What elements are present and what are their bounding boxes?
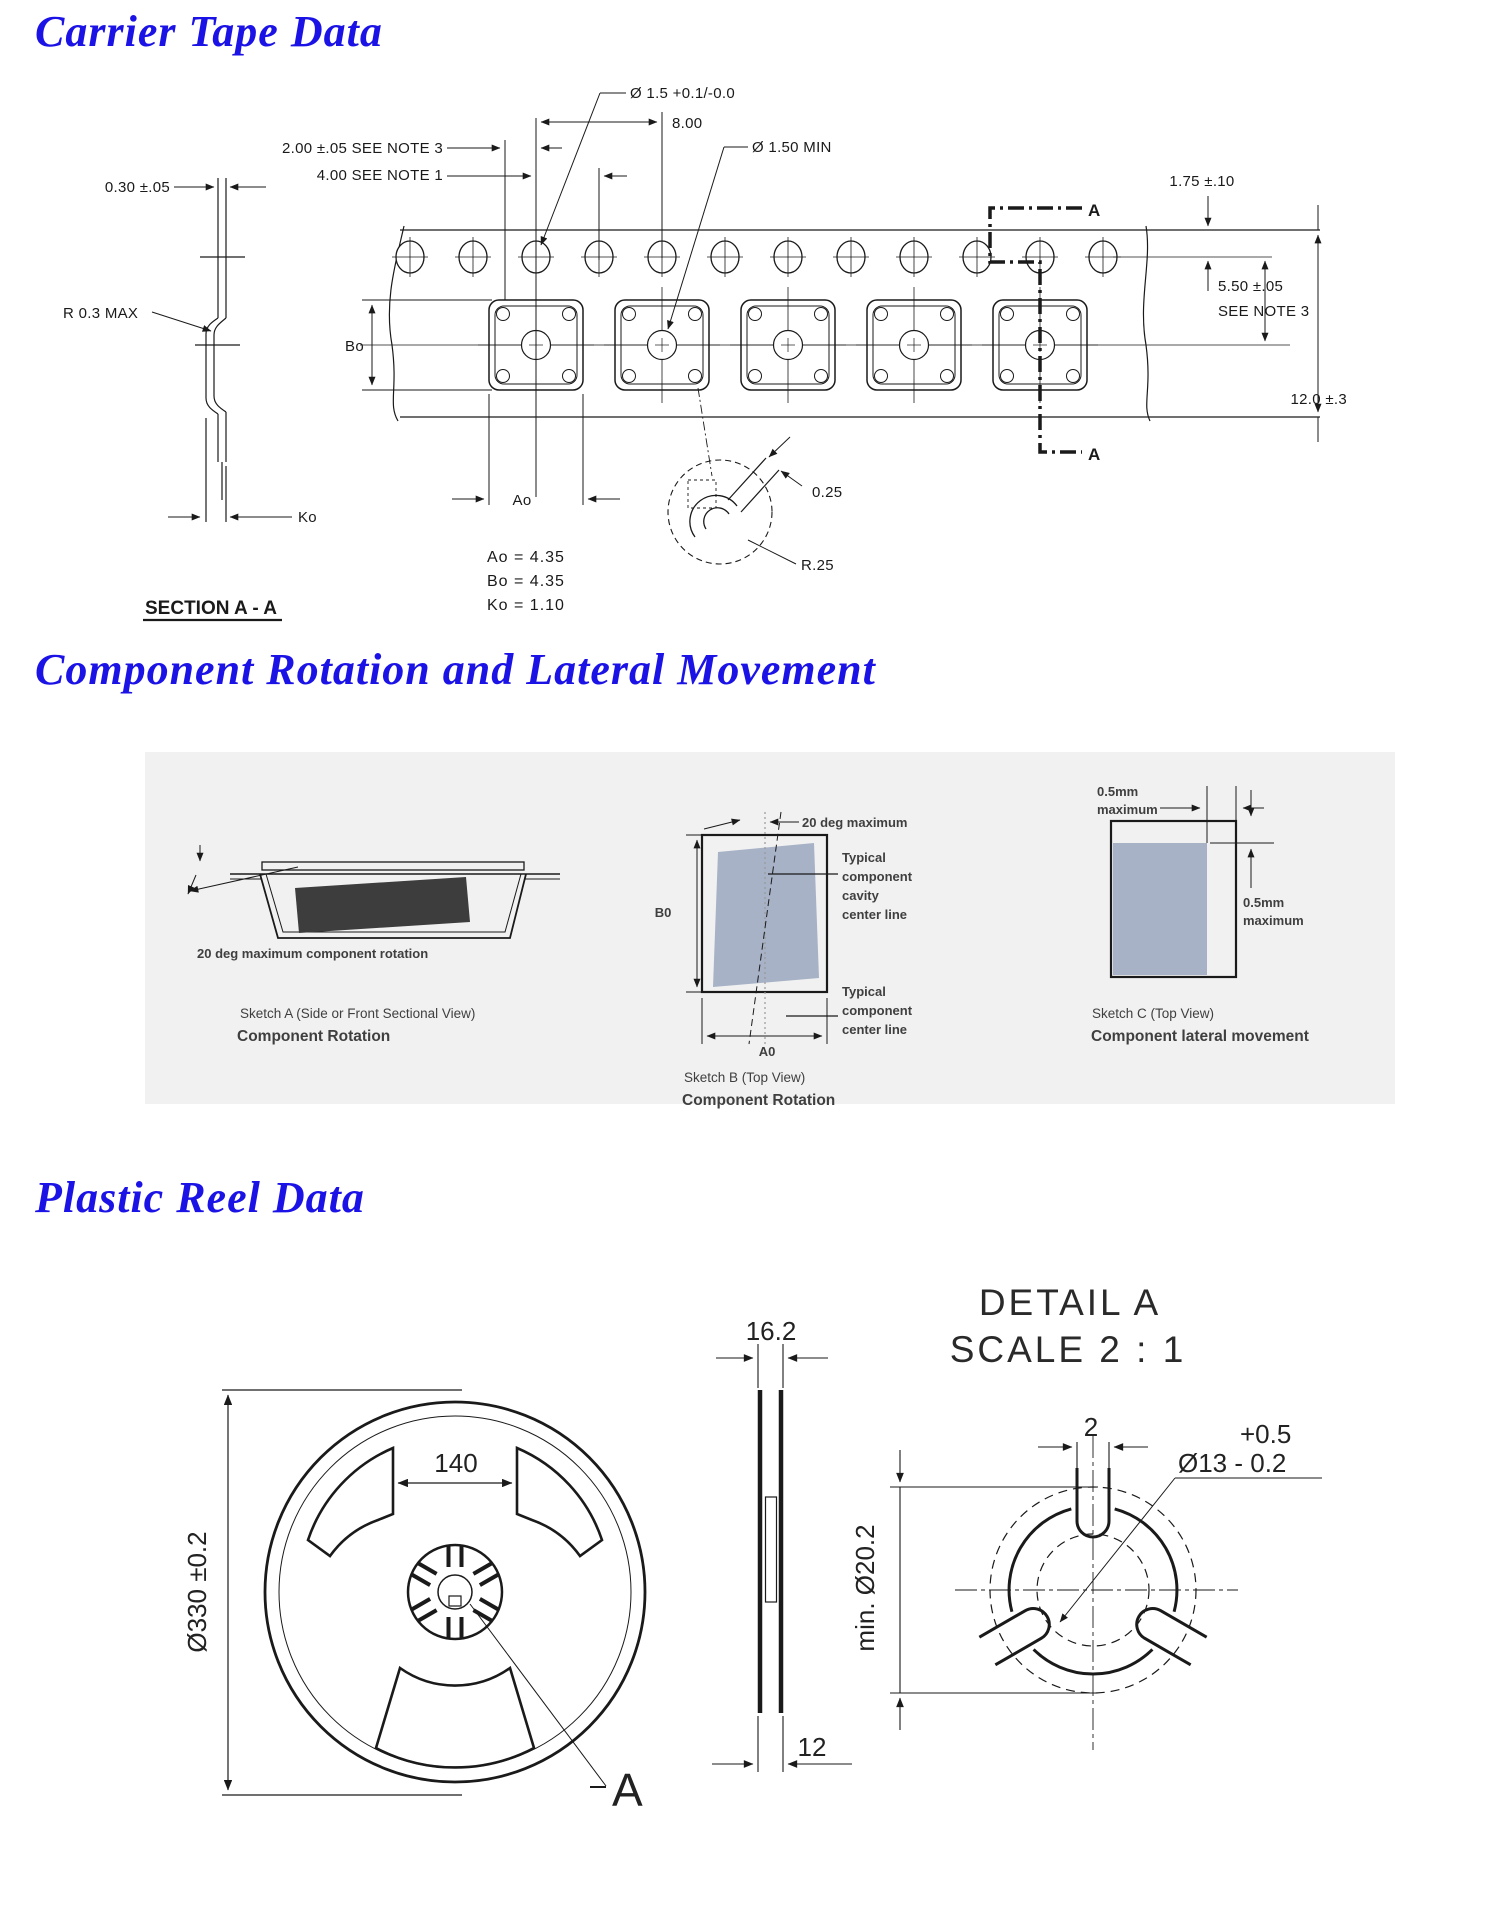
dim-pitch2: 2.00 ±.05 SEE NOTE 3 [282,140,443,157]
corner-detail-leader [698,388,712,476]
dim-12-lines [712,1716,852,1772]
reel-key-notch [449,1596,461,1606]
corner-detail-circle [668,460,772,564]
rotation-section [145,752,1395,1109]
corner-detail [668,388,842,574]
corner-radius-outer [690,495,737,537]
dim-pitch8-lines [541,112,662,258]
center-label-2: component [842,1003,913,1018]
dim-13: Ø13 - 0.2 [1178,1448,1287,1478]
reel-window-top-left [308,1448,393,1556]
sketch-c-max1a: 0.5mm [1097,784,1139,799]
heading-plastic-reel: Plastic Reel Data [35,1173,365,1222]
r25-leader [748,540,796,564]
dim-hole-min: Ø 1.50 MIN [752,139,832,156]
sketch-a-note: 20 deg maximum component rotation [197,946,429,961]
dim-a0: A0 [758,1044,776,1059]
detail-a-leader [470,1604,606,1786]
sketch-c-max1b: maximum [1097,802,1158,817]
component-lateral [1113,843,1207,975]
dim-330-lines [222,1390,462,1795]
dim-b0: B0 [654,905,672,920]
dim-hole-dia-leader [541,93,626,245]
section-mark-top: A [1088,201,1101,220]
section-label: SECTION A - A [145,598,277,619]
reel-hub [408,1545,502,1639]
dim-16-2: 16.2 [745,1316,797,1346]
dim-550: 5.50 ±.05 [1218,278,1284,295]
sketch-b-caption2: Component Rotation [682,1092,836,1109]
dim-bo: Bo [345,338,364,355]
reel-window-bottom [376,1668,534,1767]
dim-r25: R.25 [801,557,834,574]
dim-16-2-lines [716,1344,828,1388]
slot-arrow-1 [769,437,790,457]
dim-ko: Ko [298,509,317,526]
section-mark-bottom: A [1088,445,1101,464]
dim-pitch4: 4.00 SEE NOTE 1 [316,167,443,184]
detail-title: DETAIL A [978,1282,1162,1323]
cavity-label-1: Typical [842,850,886,865]
component-top-view [713,843,819,987]
detail-a-ref: A [612,1764,643,1816]
carrier-tape-drawing [63,85,1347,620]
heading-carrier-tape: Carrier Tape Data [35,7,383,56]
sketch-c-max2b: maximum [1243,913,1304,928]
dim-550-note: SEE NOTE 3 [1218,303,1310,320]
dim-tape-width: 12.0 ±.3 [1290,391,1347,408]
dim-edge-margin-lines [1113,196,1272,291]
dim-ao: Ao [512,492,532,509]
corner-radius-inner [704,508,729,529]
cavity-label-2: component [842,869,913,884]
side-hub [766,1497,777,1602]
dim-330: Ø330 ±0.2 [182,1531,212,1653]
cavity-label-4: center line [842,907,908,922]
dim-12: 12 [797,1732,827,1762]
cavity-label-3: cavity [842,888,879,903]
eq-ko: Ko = 1.10 [487,597,565,614]
dim-tol: +0.5 [1240,1419,1292,1449]
dim-025: 0.25 [812,484,843,501]
tape-side-profile [195,178,245,522]
reel-section [182,1282,1322,1816]
sprocket-holes [392,237,1121,277]
dim-pitch8: 8.00 [672,115,703,132]
slot-edge-2 [741,470,779,512]
component-pockets [478,287,1098,403]
sketch-c-caption1: Sketch C (Top View) [1092,1006,1215,1021]
dim-radius-leader [152,312,211,331]
dim-2: 2 [1083,1412,1099,1442]
eq-bo: Bo = 4.35 [487,573,565,590]
eq-ao: Ao = 4.35 [487,549,565,566]
dim-13-leader [1060,1478,1322,1622]
sketch-c-max2a: 0.5mm [1243,895,1285,910]
detail-scale: SCALE 2 : 1 [949,1329,1187,1370]
dim-thickness: 0.30 ±.05 [104,179,170,196]
reel-window-top-right [517,1448,602,1556]
heading-rotation: Component Rotation and Lateral Movement [35,645,876,694]
reel-side-view [712,1316,852,1772]
dim-hole-dia: Ø 1.5 +0.1/-0.0 [630,85,735,102]
sketch-a-caption1: Sketch A (Side or Front Sectional View) [240,1006,476,1021]
dim-radius-max: R 0.3 MAX [63,305,139,322]
center-label-3: center line [842,1022,908,1037]
slot-arrow-2 [781,471,802,486]
sketch-c-caption2: Component lateral movement [1091,1028,1309,1045]
sketch-b-caption1: Sketch B (Top View) [684,1070,806,1085]
center-label-1: Typical [842,984,886,999]
reel-front-view [182,1390,645,1816]
corner-detail-square [688,480,716,508]
dim-hole-min-leader [668,147,748,329]
dim-min20: min. Ø20.2 [850,1524,880,1652]
dim-140: 140 [434,1448,478,1478]
sketch-a-caption2: Component Rotation [237,1028,391,1045]
reel-center-hole [438,1575,472,1609]
dim-edge-margin: 1.75 ±.10 [1169,173,1235,190]
sketch-b-angle: 20 deg maximum [802,815,908,830]
reel-detail-a [850,1282,1322,1750]
